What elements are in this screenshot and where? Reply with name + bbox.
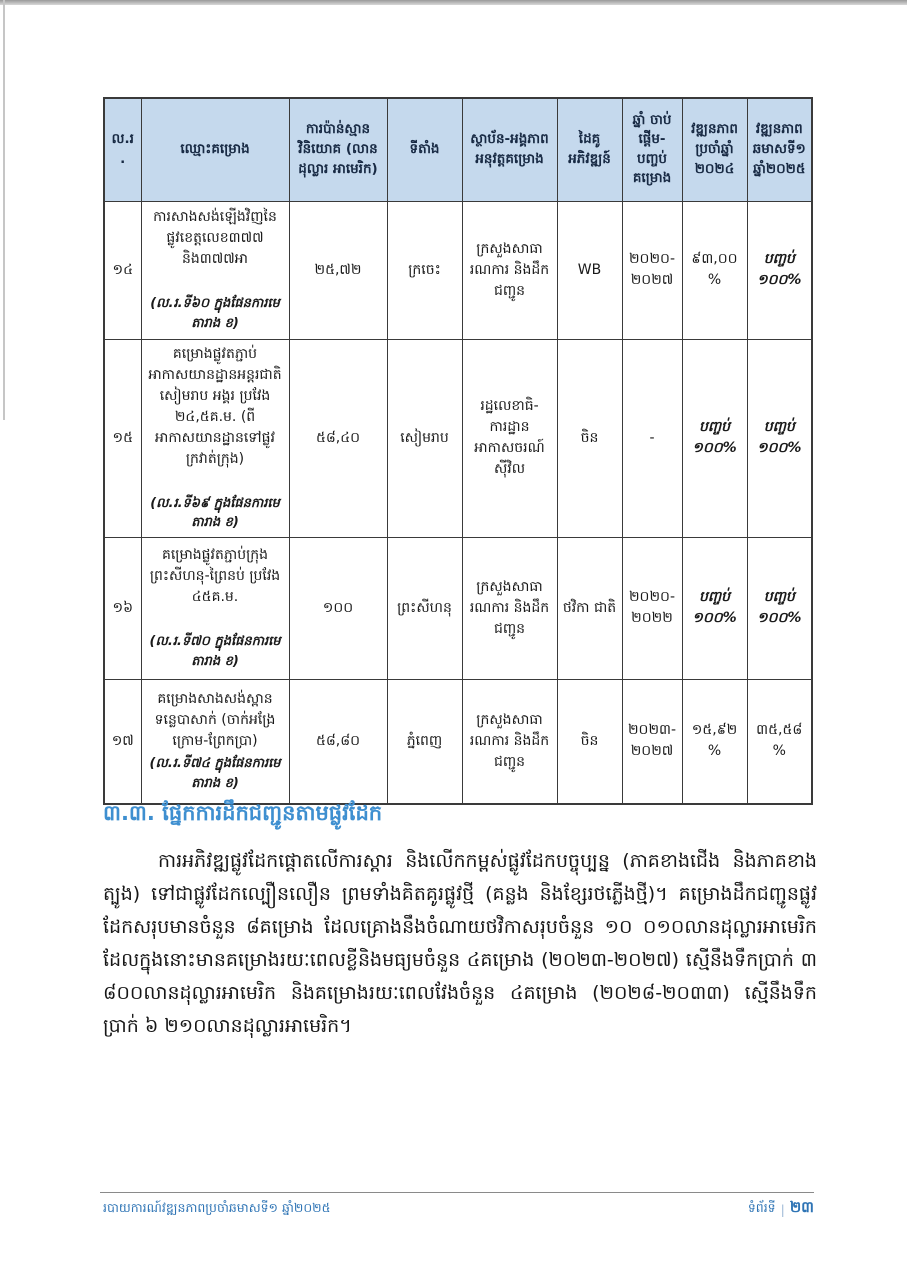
body-paragraph: ការអភិវឌ្ឍផ្លូវដែកផ្តោតលើការស្តារ និងលើកកម្ពស់ផ្លូវដែកបច្ចុប្បន្ន (ភាគខាងជើង និងភាគខាងត្បូង) ទៅជាផ្លូវដែកល្បឿនលឿន ព្រមទាំងគិតគូរផ្លូវថ្មី (គន្លង និងខ្សែរថភ្លើងថ្មី)។ គម្រោងដឹកជញ្ជូនផ្លូវដែកសរុបមានចំនួន ៨គម្រោង ដែលគ្រោងនឹងចំណាយថវិកាសរុបចំនួន ១០ ០១០លានដុល្លារអាមេរិក ដែលក្នុងនោះមានគម្រោងរយៈពេលខ្លីនិងមធ្យមចំនួន ៤គម្រោង (២០២៣-២០២៧) ស្មើនឹងទឹកប្រាក់ ៣ ៨០០លានដុល្លារអាមេរិក និងគម្រោងរយៈពេលវែងចំនួន ៤គម្រោង (២០២៨-២០៣៣) ស្មើនឹងទឹកប្រាក់ ៦ ២១០លានដុល្លារអាមេរិក។ bbox=[103, 850, 817, 1037]
table-row bbox=[104, 679, 812, 804]
cell-project-name bbox=[141, 679, 289, 804]
col-header-no: ល.រ. bbox=[104, 98, 141, 201]
col-header-partner: ដៃគូ អភិវឌ្ឍន៍ bbox=[557, 98, 622, 201]
cell-location: ភ្នំពេញ bbox=[387, 679, 462, 804]
project-name: ការសាងសង់ឡើងវិញនៃផ្លូវខេត្តលេខ៣៧៧ និង៣៧៧អា bbox=[153, 209, 277, 267]
cell-partner: ចិន bbox=[557, 679, 622, 804]
table-header-row bbox=[104, 98, 812, 201]
cell-project-name bbox=[141, 537, 289, 679]
cell-institution: ក្រសួងសាធារណការ និងដឹកជញ្ជូន bbox=[462, 679, 557, 804]
cell-investment: ៥៨,៤០ bbox=[289, 339, 387, 537]
cell-location: ក្រចេះ bbox=[387, 201, 462, 339]
footer-report-title: របាយការណ៍វឌ្ឍនភាពប្រចាំឆមាសទី១ ឆ្នាំ២០២៥ bbox=[103, 1200, 331, 1215]
footer-divider bbox=[100, 1192, 814, 1193]
cell-progress-2024: បញ្ចប់ ១០០% bbox=[682, 537, 747, 679]
cell-progress-2024: ៩៣,០០% bbox=[682, 201, 747, 339]
cell-partner: WB bbox=[557, 201, 622, 339]
cell-location: សៀមរាប bbox=[387, 339, 462, 537]
cell-no: ១៤ bbox=[104, 201, 141, 339]
cell-progress-s1-2025: បញ្ចប់ ១០០% bbox=[747, 339, 812, 537]
project-note: (ល.រ.ទី៦៩ ក្នុងផែនការមេ តារាង ខ) bbox=[150, 495, 280, 530]
cell-project-name bbox=[141, 339, 289, 537]
project-note: (ល.រ.ទី៧៤ ក្នុងផែនការមេ តារាង ខ) bbox=[149, 756, 281, 791]
cell-institution: រដ្ឋលេខាធិ-ការដ្ឋាន អាកាសចរណ៍ ស៊ីវិល bbox=[462, 339, 557, 537]
col-header-location: ទីតាំង bbox=[387, 98, 462, 201]
cell-progress-s1-2025: បញ្ចប់ ១០០% bbox=[747, 201, 812, 339]
project-name: គម្រោងផ្លូវតភ្ជាប់អាកាសយានដ្ឋានអន្តរជាតិសៀមរាប អង្គរ ប្រវែង ២៤,៥គ.ម. (ពីអាកាសយានដ្ឋានទៅផ្លូវក្រវាត់ក្រុង) bbox=[148, 345, 282, 467]
cell-years: ២០២០-២០២៧ bbox=[622, 201, 682, 339]
cell-investment: ៥៨,៨០ bbox=[289, 679, 387, 804]
cell-institution: ក្រសួងសាធារណការ និងដឹកជញ្ជូន bbox=[462, 537, 557, 679]
cell-years: - bbox=[622, 339, 682, 537]
col-header-institution: ស្ថាប័ន-អង្គភាព អនុវត្តគម្រោង bbox=[462, 98, 557, 201]
cell-progress-s1-2025: ៣៥,៥៨% bbox=[747, 679, 812, 804]
footer-page-number: ២៣ bbox=[789, 1198, 814, 1216]
cell-years: ២០២០-២០២២ bbox=[622, 537, 682, 679]
project-note: (ល.រ.ទី៧០ ក្នុងផែនការមេ តារាង ខ) bbox=[149, 634, 281, 669]
col-header-progress-s1-2025: វឌ្ឍនភាព ឆមាសទី១ ឆ្នាំ២០២៥ bbox=[747, 98, 812, 201]
projects-table bbox=[103, 97, 811, 805]
cell-partner: ថវិកា ជាតិ bbox=[557, 537, 622, 679]
cell-no: ១៥ bbox=[104, 339, 141, 537]
cell-years: ២០២៣-២០២៧ bbox=[622, 679, 682, 804]
col-header-progress-2024: វឌ្ឍនភាព ប្រចាំឆ្នាំ ២០២៤ bbox=[682, 98, 747, 201]
cell-progress-2024: បញ្ចប់ ១០០% bbox=[682, 339, 747, 537]
cell-no: ១៦ bbox=[104, 537, 141, 679]
cell-no: ១៧ bbox=[104, 679, 141, 804]
cell-investment: ១០០ bbox=[289, 537, 387, 679]
col-header-project-name: ឈ្មោះគម្រោង bbox=[141, 98, 289, 201]
cell-location: ព្រះសីហនុ bbox=[387, 537, 462, 679]
table-row bbox=[104, 201, 812, 339]
cell-progress-2024: ១៥,៩២% bbox=[682, 679, 747, 804]
page-top-edge bbox=[0, 0, 907, 5]
col-header-investment: ការប៉ាន់ស្មាន វិនិយោគ (លានដុល្លារ អាមេរិក) bbox=[289, 98, 387, 201]
footer-separator: | bbox=[780, 1201, 785, 1217]
project-note: (ល.រ.ទី៦០ ក្នុងផែនការមេ តារាង ខ) bbox=[150, 296, 280, 331]
table-row bbox=[104, 537, 812, 679]
project-name: គម្រោងផ្លូវតភ្ជាប់ក្រុងព្រះសីហនុ-ព្រៃនប់ ប្រវែង ៤៥គ.ម. bbox=[149, 547, 281, 605]
page-left-edge bbox=[3, 0, 5, 420]
cell-progress-s1-2025: បញ្ចប់ ១០០% bbox=[747, 537, 812, 679]
cell-project-name bbox=[141, 201, 289, 339]
cell-institution: ក្រសួងសាធារណការ និងដឹកជញ្ជូន bbox=[462, 201, 557, 339]
section-heading: ៣.៣. ផ្នែកការដឹកជញ្ជូនតាមផ្លូវដែក bbox=[103, 801, 383, 825]
cell-partner: ចិន bbox=[557, 339, 622, 537]
footer-page-label: ទំព័រទី bbox=[747, 1199, 776, 1215]
table-row bbox=[104, 339, 812, 537]
col-header-years: ឆ្នាំ ចាប់ផ្ដើម-បញ្ចប់ គម្រោង bbox=[622, 98, 682, 201]
cell-investment: ២៥,៧២ bbox=[289, 201, 387, 339]
project-name: គម្រោងសាងសង់ស្ពានទន្លេបាសាក់ (ចាក់អង្រែក្រោម-ព្រែកប្រា) bbox=[154, 691, 276, 750]
footer-page-indicator bbox=[748, 1198, 814, 1220]
